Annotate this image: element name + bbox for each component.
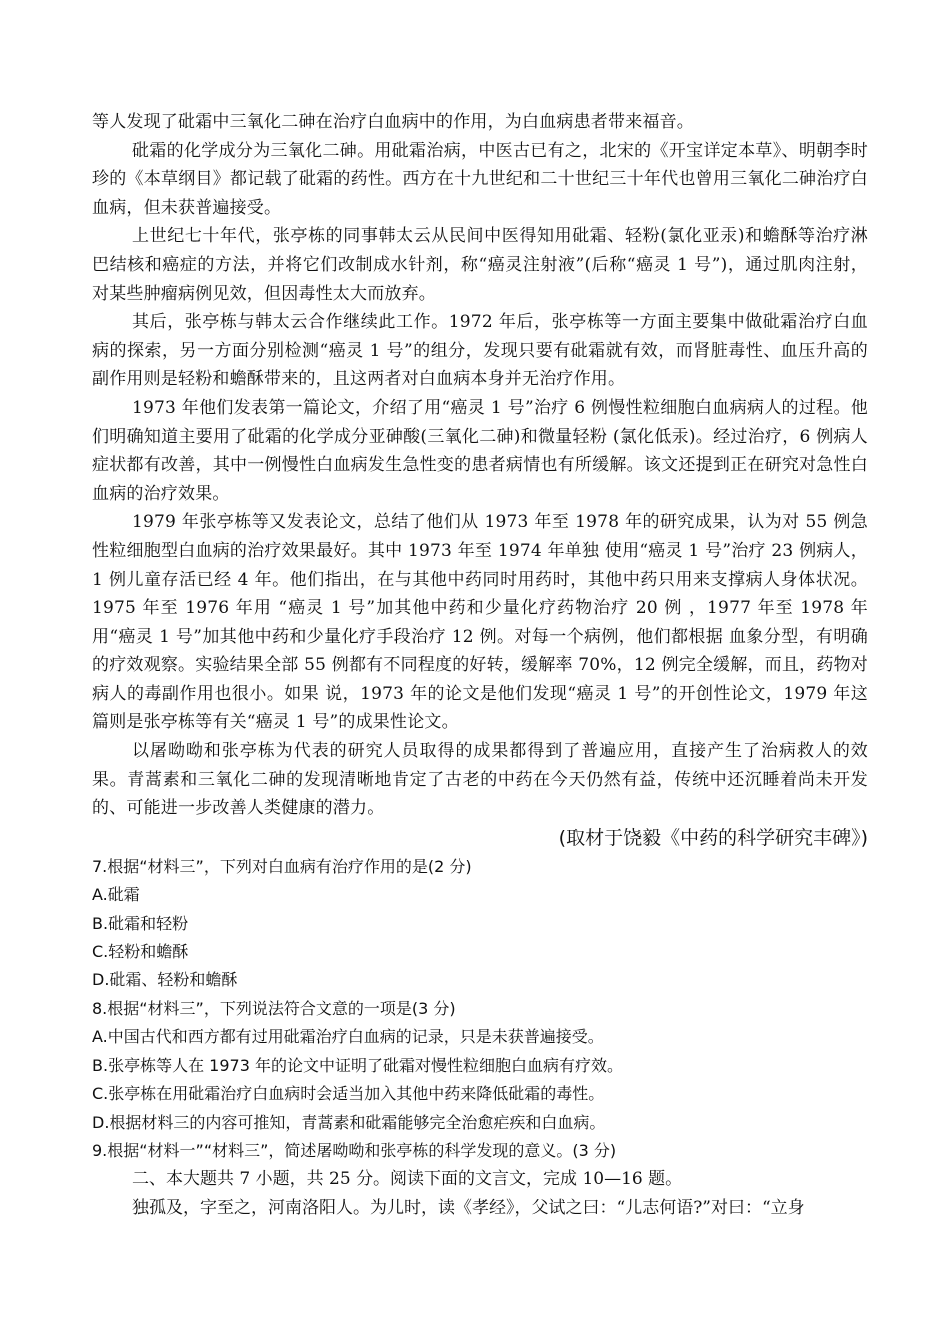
passage-paragraph-5: 1973 年他们发表第一篇论文，介绍了用“癌灵 1 号”治疗 6 例慢性粒细胞白血病病人的过程。他们明确知道主要用了砒霜的化学成分亚砷酸(三氧化二砷)和微量轻粉 (氯化低汞)。经过治疗，6 例病人症状都有改善，其中一例慢性白血病发生急性变的患者病情也有所缓解。该文还提到正在研究对急性白血病的治疗效果。	[92, 397, 868, 504]
question-7	[92, 853, 868, 995]
question-8-option-b: B.张亭栋等人在 1973 年的论文中证明了砒霜对慢性粒细胞白血病有疗效。	[92, 1055, 623, 1075]
question-7-option-c: C.轻粉和蟾酥	[92, 942, 189, 962]
section-2-text: 独孤及，字至之，河南洛阳人。为儿时，读《孝经》，父试之曰：“儿志何语?”对曰：“立身	[132, 1197, 805, 1218]
question-7-stem: 7.根据“材料三”，下列对白血病有治疗作用的是(2 分)	[92, 856, 472, 876]
question-8	[92, 995, 868, 1137]
passage-paragraph-2: 砒霜的化学成分为三氧化二砷。用砒霜治病，中医古已有之，北宋的《开宝详定本草》、明朝李时珍的《本草纲目》都记载了砒霜的药性。西方在十九世纪和二十世纪三十年代也曾用三氧化二砷治疗白血病，但未获普遍接受。	[92, 140, 868, 218]
question-7-option-b: B.砒霜和轻粉	[92, 913, 189, 933]
question-8-stem: 8.根据“材料三”，下列说法符合文意的一项是(3 分)	[92, 998, 456, 1018]
passage-paragraph-7: 以屠呦呦和张亭栋为代表的研究人员取得的成果都得到了普遍应用，直接产生了治病救人的效果。青蒿素和三氧化二砷的发现清晰地肯定了古老的中药在今天仍然有益，传统中还沉睡着尚未开发的、可能进一步改善人类健康的潜力。	[92, 741, 868, 819]
question-8-option-d: D.根据材料三的内容可推知，青蒿素和砒霜能够完全治愈疟疾和白血病。	[92, 1112, 606, 1132]
question-7-option-a: A.砒霜	[92, 885, 140, 905]
question-8-option-a: A.中国古代和西方都有过用砒霜治疗白血病的记录，只是未获普遍接受。	[92, 1027, 604, 1047]
question-7-option-d: D.砒霜、轻粉和蟾酥	[92, 970, 238, 990]
passage-paragraph-4: 其后，张亭栋与韩太云合作继续此工作。1972 年后，张亭栋等一方面主要集中做砒霜治疗白血病的探索，另一方面分别检测“癌灵 1 号”的组分，发现只要有砒霜就有效，而肾脏毒性、血压升高的副作用则是轻粉和蟾酥带来的，且这两者对白血病本身并无治疗作用。	[92, 312, 868, 390]
question-9-stem: 9.根据“材料一”“材料三”，简述屠呦呦和张亭栋的科学发现的意义。(3 分)	[92, 1140, 617, 1160]
passage-paragraph-1: 等人发现了砒霜中三氧化二砷在治疗白血病中的作用，为白血病患者带来福音。	[92, 112, 694, 132]
section-2-heading: 二、本大题共 7 小题，共 25 分。阅读下面的文言文，完成 10—16 题。	[132, 1169, 683, 1190]
passage-paragraph-3: 上世纪七十年代，张亭栋的同事韩太云从民间中医得知用砒霜、轻粉(氯化亚汞)和蟾酥等治疗淋巴结核和癌症的方法，并将它们改制成水针剂，称“癌灵注射液”(后称“癌灵 1 号”)，通过肌肉注射，对某些肿瘤病例见效，但因毒性太大而放弃。	[92, 226, 868, 304]
question-8-option-c: C.张亭栋在用砒霜治疗白血病时会适当加入其他中药来降低砒霜的毒性。	[92, 1084, 605, 1104]
exam-page	[92, 108, 868, 1223]
question-9	[92, 1137, 868, 1165]
passage-paragraph-6: 1979 年张亭栋等又发表论文，总结了他们从 1973 年至 1978 年的研究成果，认为对 55 例急性粒细胞型白血病的治疗效果最好。其中 1973 年至 1974 年单独 使用“癌灵 1 号”治疗 23 例病人，1 例儿童存活已经 4 年。他们指出，在与其他中药同时用药时，其他中药只用来支撑病人身体状况。1975 年至 1976 年用 “癌灵 1 号”加其他中药和少量化疗药物治疗 20 例 ，1977 年至 1978 年用“癌灵 1 号”加其他中药和少量化疗手段治疗 12 例。对每一个病例，他们都根据 血象分型，有明确的疗效观察。实验结果全部 55 例都有不同程度的好转，缓解率 70%，12 例完全缓解，而且，药物对病人的毒副作用也很小。如果 说，1973 年的论文是他们发现“癌灵 1 号”的开创性论文，1979 年这篇则是张亭栋等有关“癌灵 1 号”的成果性论文。	[92, 512, 868, 733]
passage-source: (取材于饶毅《中药的科学研究丰碑》)	[558, 826, 868, 849]
